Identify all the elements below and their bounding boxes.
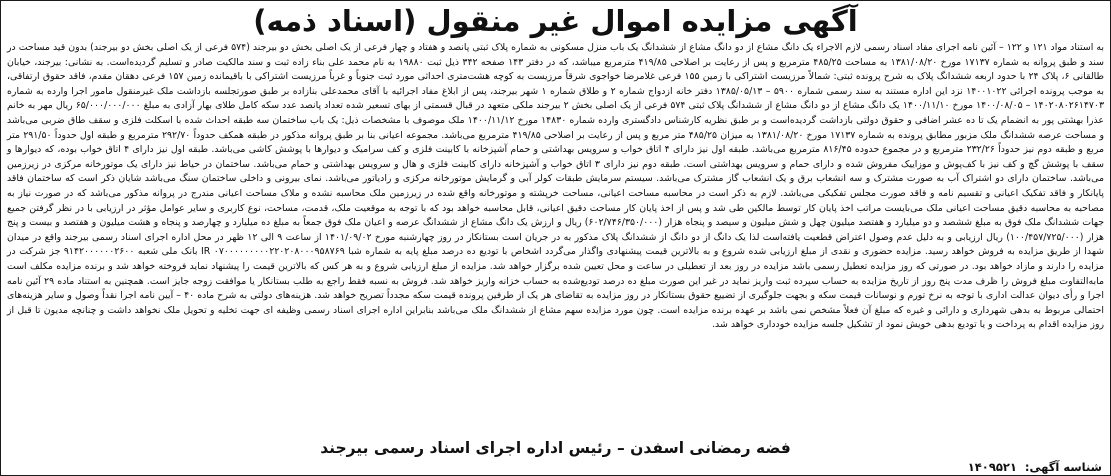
notice-title: آگهی مزایده اموال غیر منقول (اسناد ذمه) <box>253 4 858 38</box>
signature-line: فضه رمضانی اسفدن – رئیس اداره اجرای اسناد رسمی بیرجند <box>320 439 791 457</box>
notice-id-label: شناسه آگهی: <box>1024 460 1102 474</box>
notice-body <box>1 41 1110 433</box>
notice-id <box>968 460 1102 474</box>
notice-id-value: ۱۴۰۹۵۲۱ <box>967 460 1017 474</box>
notice-body-text: به استناد مواد ۱۲۱ و ۱۲۲ – آئین نامه اجرای مفاد اسناد رسمی لازم الاجراء یک دانگ مشاع از دو دانگ مشاع از ششدانگ یک باب منزل مسکونی به شماره پلاک ثبتی پانصد و هفتاد و چهار فرعی از یک اصلی بخش دو بیرجند (۵۷۴ فرعی از یک اصلی بخش دو بیرجند) بدون قید مساحت در سند و طبق پروانه به شماره ۱۷۱۳۷ مورخ ۱۳۸۱/۰۸/۲۰ به مساحت ۴۸۵/۲۵ مترمربع و پس از رعایت بر اصلاحی ۴۱۹/۸۵ مترمربع میباشد، که در دفتر ۱۴۳ صفحه ۳۴۲ ذیل ثبت ۱۹۸۸۰ به نام محمد علی بناء زاده ثبت و سند مالکیت صادر و تسلیم گردیده‌است. به نشانی: بیرجند، خیابان طالقانی ۶، پلاک ۲۴ با حدود اربعه ششدانگ پلاک به شرح پرونده ثبتی: شمالاً مرزیست اشتراکی با زمین ۱۵۵ فرعی غلامرضا خواجوی شرقاً مرزیست به کوچه هشت‌متری احداثی مورد ثبت جنوباً و غرباً مرزیست اشتراکی با باقیمانده زمین ۱۵۷ فرعی دهقان مقدم، فاقد حقوق ارتفاقی، به موجب پرونده اجرائی ۱۴۰۰۱۰۲۲ نزد این اداره مستند به سند رسمی شماره ۵۹۰۰ – ۱۳۸۵/۰۵/۱۳ دفتر خانه ازدواج شماره ۲ و طلاق شماره ۱ شهر بیرجند، پس از ابلاغ مفاد اجرائیه با آقای محمدعلی بنازاده بر طبق صورتجلسه بازداشت ملک غیرمنقول مامور اجرا وارده به شماره ۱۴۰۲۰۸۰۲۶۱۴۷۰۳ – ۱۴۰۰/۰۸/۰۵ مورخ ۱۴۰۰/۱۱/۱۰ یک دانگ مشاع از دو دانگ مشاع از ششدانگ پلاک ثبتی ۵۷۴ فرعی از یک اصلی بخش ۲ بیرجند ملکی متعهد در قبال قسمتی از بهای تسعیر شده تعداد پانصد عدد سکه کامل طلای بهار آزادی به مبلغ ۶۵/۰۰۰/۰۰۰/۰۰۰ ریال مهر به خانم عذرا بهشتی پور به انضمام یک تا ده عشر اضافی و حقوق دولتی بازداشت گردیده‌است و بر طبق نظریه کارشناس دادگستری وارده شماره ۱۴۸۳۰ مورخ ۱۴۰۰/۱۱/۱۲ ملک موصوف با مشخصات ذیل: یک باب ساختمان سه طبقه احداث شده با اسکلت فلزی و سقف طاق ضربی می‌باشد و مساحت عرصه ششدانگ ملک مزبور مطابق پرونده به شماره ۱۷۱۳۷ مورخ ۱۳۸۱/۰۸/۲۰ به میزان ۴۸۵/۲۵ متر مربع و پس از رعایت بر اصلاحی ۴۱۹/۸۵ مترمربع می‌باشد. مجموعه اعیانی بنا بر طبق پروانه مذکور در طبقه همکف حدوداً ۲۹۲/۷۰ مترمربع و طبقه اول حدوداً ۲۹۱/۵۰ متر مربع و طبقه دوم نیز حدوداً ۲۳۲/۲۶ مترمربع و در مجموع حدوده ۸۱۶/۴۵ مترمربع می‌باشد. طبقه اول نیز دارای ۴ اتاق خواب و سرویس بهداشتی و حمام آشپزخانه با کابینت فلزی و کف سرامیک و دیوارها با پوشش کاشی می‌باشد. طبقه اول نیز دارای ۴ اتاق خواب بوده، که دیوارها و سقف با پوشش گچ و کف نیز با کف‌پوش و موزاییک مفروش شده و دارای حمام و سرویس بهداشتی است. طبقه دوم نیز دارای ۳ اتاق خواب و آشپزخانه دارای کابینت فلزی و هال و سرویس بهداشتی و حمام می‌باشد. ساختمان در حیاط نیز دارای یک موتورخانه مرکزی در زیرزمین می‌باشد. ساختمان دارای دو اشتراک آب به صورت مشترک و سه انشعاب برق و یک انشعاب گاز مشترک می‌باشد. سیستم سرمایش طبقات کولر آبی و گرمایش موتورخانه مرکزی و رادیاتور می‌باشد. نمای بیرونی و داخلی ساختمان سنگ می‌باشد شایان ذکر است که ساختمان فاقد پایانکار و فاقد تفکیک اعیانی و تقسیم نامه و فاقد صورت مجلس تفکیکی می‌باشد. لازم به ذکر است در محاسبه مساحت اعیانی، مساحت خرپشته و موتورخانه واقع شده در زیرزمین ملک محاسبه نشده و ملاک مساحت اعیانی مندرج در پروانه مذکور می‌باشد که در صورت نیاز به مصاحبه به محاسبه دقیق مساحت اعیانی ملک می‌بایست مراتب اخذ پایان کار توسط مالکین طی شد و پس از اخذ پایان کار مساحت دقیق اعیانی، قابل محاسبه خواهد بود که با توجه به موقعیت ملک، قدمت، مساحت، نوع کاربری و سایر عوامل مؤثر در ارزیابی با در نظر گرفتن جمیع جهات ششدانگ ملک فوق به مبلغ ششصد و دو میلیارد و هفتصد میلیون چهل و شش میلیون و سیصد و پنجاه هزار (۶۰۲/۷۴۶/۳۵۰/۰۰۰) ریال و ارزش یک دانگ مشاع از ششدانگ عرصه و اعیان ملک فوق جمعاً به مبلغ ده میلیارد و چهارصد و پنجاه و هشت میلیون و هفتصد و بیست و پنج هزار (۱۰۰/۴۵۷/۷۲۵/۰۰۰) ریال ارزیابی و به دلیل عدم وصول اعتراض قطعیت یافته‌است لذا یک دانگ از دو دانگ از ششدانگ پلاک مذکور به در جریان است بستانکار در روز چهارشنبه مورخ ۱۴۰۱/۰۹/۰۲ از ساعت ۹ الی ۱۲ ظهر در محل اداره اجرای اسناد رسمی بیرجند واقع در میدان شهدا از طریق مزایده به فروش خواهد رسید. مزایده حضوری و نقدی از مبلغ ارزیابی شده شروع و به بالاترین قیمت پیشنهادی واگذار می‌گردد اشخاص با تودیع ده درصد مبلغ پایه به شماره شبا IR ۰۷۰۰۰۰۰۰۰۰۰۲۲۰۲۰۸۰۰۰۹۵۸۷۶۹ بانک ملی شعبه ۹۱۴۲۰۰۰۰۰۰۲۶۰۰ جز شرکت در مزایده را دارند و مازاد خواهد بود. در صورتی که روز مزایده تعطیل رسمی باشد مزایده در روز بعد از تعطیلی در ساعت و محل تعیین شده برگزار خواهد شد. مزایده از مبلغ ارزیابی شروع و به هر کس که بالاترین قیمت را پیشنهاد نماید فروخته خواهد شد و برنده مزایده مکلف است مابه‌التفاوت مبلغ فروش را ظرف مدت پنج روز از تاریخ مزایده به حساب سپرده ثبت واریز نماید در غیر این صورت مبلغ ده درصد تودیع‌شده به حساب خزانه واریز خواهد شد. فروش به نسبه فقط راجع به طلب بستانکار یا موافقت زوجه جایز است. همچنین به استناد ماده ۲۹ آئین نامه اجرا و رأی دیوان عدالت اداری با توجه به نرخ تورم و نوسانات قیمت سکه و بجهت جلوگیری از تضییع حقوق بستانکار در روز مزایده به تقاضای هر یک از طرفین پرونده قیمت سکه مجدداً تصریح خواهد شد. هزینه‌های دولتی به شرح ماده ۴۰ – آیین نامه اجرا نقداً وصول و سایر هزینه‌های احتمالی مربوط به بدهی شهرداری و دارائی و غیره که مبلغ آن فعلاً مشخص نمی باشد بر عهده برنده مزایده است. چون مورد مزایده سهم مشاع از ششدانگ ملک می‌باشد بنابراین اداره اجرای اسناد رسمی وظیفه ای جهت تخلیه و تحویل ملک نخواهد داشت و چنانچه مدیون تا قبل از روز مزایده اقدام به پرداخت و یا تودیع بدهی خویش نمود از تشکیل جلسه مزایده خودداری خواهد شد. <box>7 42 1105 331</box>
